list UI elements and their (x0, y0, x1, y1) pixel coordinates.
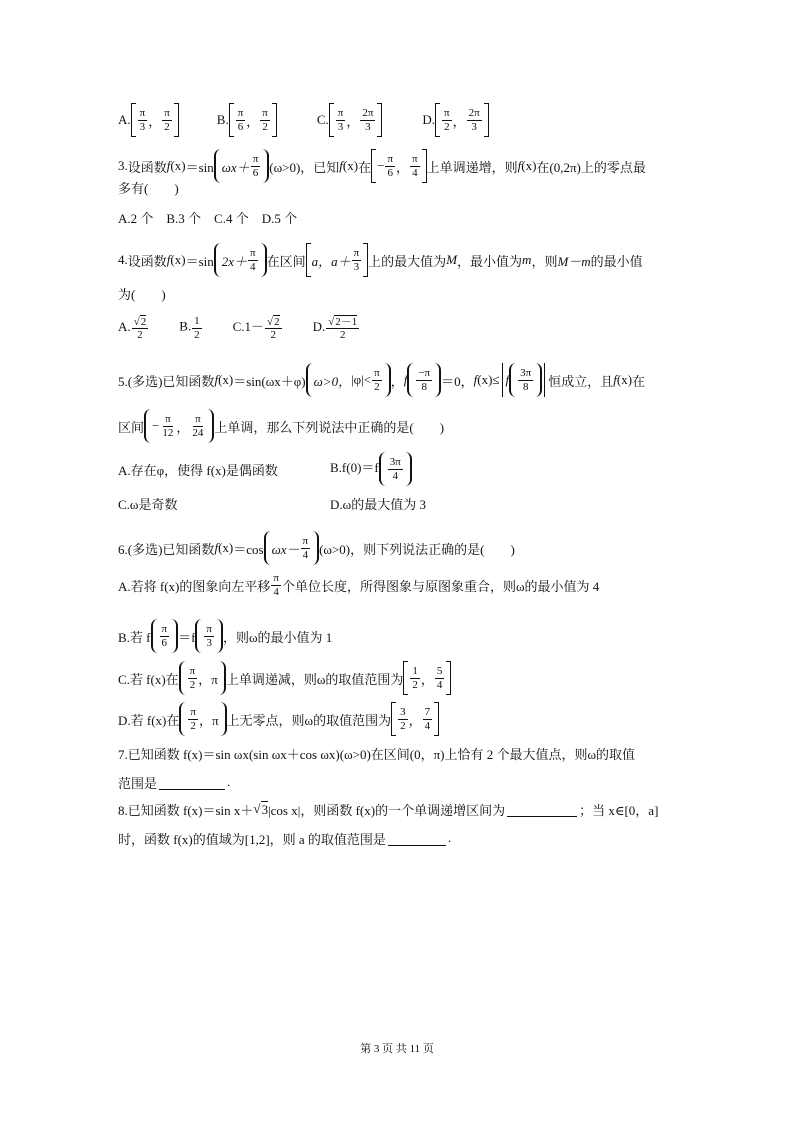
q4-stem-cont: 为( ) (118, 286, 166, 302)
q4-option-b[interactable]: B. $\frac{1}{2}$ (179, 315, 200, 341)
q6-option-d[interactable]: D.若 f(x)在 $\frac{\pi}{2}$ ，π 上无零点，则ω的取值范围为 $\frac{3}{2}$ ， $\frac{7}{4}$ (118, 699, 439, 739)
q8-answer-blank-1[interactable] (507, 802, 577, 817)
q2-option-b[interactable]: B. $\frac{\pi}{6}$ ， $\frac{\pi}{2}$ (217, 103, 277, 137)
q5-option-b[interactable]: B.f(0)＝f $\frac{3\pi}{4}$ (330, 452, 412, 486)
paren-close (262, 149, 269, 183)
q4-options (118, 308, 360, 348)
q3-stem-cont: 多有( ) (118, 180, 179, 196)
q4-option-d[interactable]: D. $\frac{√2-1}{2}$ (312, 315, 358, 341)
q6-option-c[interactable]: C.若 f(x)在 $\frac{\pi}{2}$ ，π 上单调递减，则ω的取值范围为 $\frac{1}{2}$ ， $\frac{5}{4}$ (118, 658, 451, 698)
q5-stem-cont: 区间 − $\frac{\pi}{12}$ ， $\frac{\pi}{24}$ 上单调，那么下列说法中正确的是( ) (118, 406, 444, 446)
q5-options-cd (118, 491, 426, 515)
q6-stem: 6.(多选) 已知函数 f (x) ＝cos ωx－ $\frac{\pi}{4}$ (ω>0)，则下列说法正确的是( ) (118, 528, 515, 568)
q7-answer-blank[interactable] (159, 775, 225, 790)
q3-options[interactable]: A.2 个 B.3 个 C.4 个 D.5 个 (118, 210, 298, 226)
bracket-close (174, 103, 179, 137)
q8-stem: 8.已知函数 f(x)＝sin x＋ √ 3 |cos x|，则函数 f(x)的一个单调递增区间为 ；当 x∈[0，a] (118, 801, 659, 818)
fraction: $\frac{\pi}{3}$ (139, 107, 146, 133)
q2-options-row (118, 100, 489, 140)
q5-option-d[interactable]: D.ω的最大值为 3 (330, 496, 426, 512)
page-footer: 第 3 页 共 11 页 (360, 1043, 434, 1055)
q4-stem: 4. 设函数 f (x) ＝sin 2x＋ $\frac{\pi}{4}$ 在区间 a，a＋ $\frac{\pi}{3}$ 上的最大值为 M ，最小值为 m ，则 M－m 的最小值 (118, 240, 643, 280)
q5-option-a[interactable]: A.存在φ，使得 f(x)是偶函数 (118, 462, 278, 478)
q5-stem: 5.(多选) 已知函数 f (x) ＝sin(ωx＋φ) ω>0， |φ|< $\frac{\pi}{2}$ ， f $\frac{-\pi}{8}$ ＝0， f (x) ≤ f $\frac{3\pi}{8}$ 恒成立，且 f (x) 在 (118, 360, 645, 400)
q5-option-c[interactable]: C.ω是奇数 (118, 496, 178, 512)
q7-stem-cont: 范围是 . (118, 774, 231, 791)
q6-option-a[interactable]: A.若将 f(x)的图象向左平移 $\frac{\pi}{4}$ 个单位长度，所得图象与原图象重合，则ω的最小值为 4 (118, 572, 600, 598)
q2-option-d[interactable]: D. $\frac{\pi}{2}$ ， $\frac{2\pi}{3}$ (422, 103, 488, 137)
q2-option-a[interactable]: A. $\frac{\pi}{3}$ ， $\frac{\pi}{2}$ (118, 103, 179, 137)
bracket-open (131, 103, 136, 137)
fraction: $\frac{\pi}{2}$ (164, 107, 170, 133)
paren-open (214, 149, 221, 183)
q8-stem-cont: 时，函数 f(x)的值域为[1,2]，则 a 的取值范围是 . (118, 830, 452, 847)
q6-option-b[interactable]: B.若 f $\frac{\pi}{6}$ ＝f $\frac{\pi}{3}$ ，则ω的最小值为 1 (118, 616, 332, 656)
q5-options-ab (118, 449, 412, 489)
q4-option-c[interactable]: C.1－ $\frac{√2}{2}$ (232, 315, 280, 341)
q7-stem: 7.已知函数 f(x)＝sin ωx(sin ωx＋cos ωx)(ω>0)在区间(0，π)上恰有 2 个最大值点，则ω的取值 (118, 746, 636, 762)
q3-stem: 3. 设函数 f (x) ＝sin ωx＋ $\frac{\pi}{6}$ (ω>0)，已知 f (x) 在 − $\frac{\pi}{6}$ ， $\frac{\pi}{4}$ 上单调递增，则 f (x) 在(0,2π)上的零点最 (118, 146, 646, 186)
q2-option-c[interactable]: C. $\frac{\pi}{3}$ ， $\frac{2\pi}{3}$ (317, 103, 383, 137)
q4-option-a[interactable]: A. $\frac{√2}{2}$ (118, 315, 147, 341)
q8-answer-blank-2[interactable] (388, 831, 446, 846)
